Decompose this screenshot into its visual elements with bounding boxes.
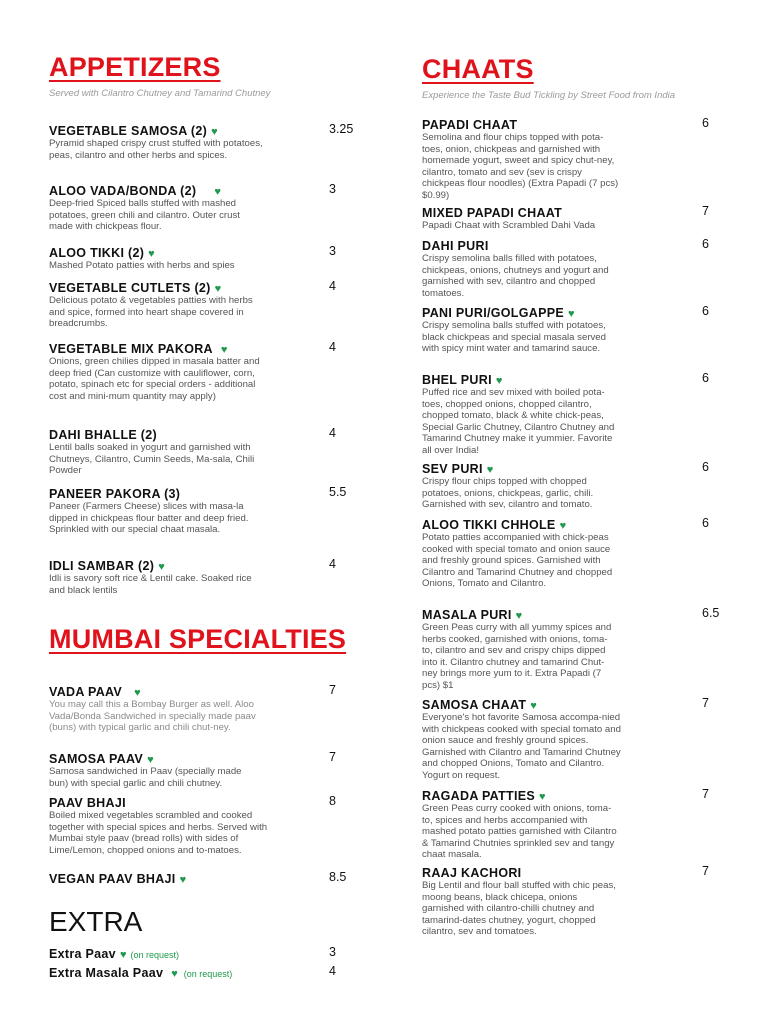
item-name: Extra Masala Paav	[49, 966, 164, 980]
item-name: PANEER PAKORA (3)	[49, 487, 181, 501]
item-description: Mashed Potato patties with herbs and spies	[49, 260, 235, 271]
chaats-heading: CHAATS	[422, 54, 534, 84]
heart-icon: ♥	[171, 968, 178, 980]
item-price: 7	[702, 787, 709, 801]
item-name: VEGETABLE CUTLETS (2)	[49, 281, 211, 295]
menu-item	[422, 606, 720, 692]
item-name: VEGETABLE SAMOSA (2)	[49, 124, 208, 138]
menu-item	[49, 426, 336, 477]
item-name: BHEL PURI	[422, 373, 492, 387]
item-name: SAMOSA PAAV	[49, 752, 144, 766]
item-name: ALOO VADA/BONDA (2)	[49, 184, 197, 198]
menu-item	[422, 516, 709, 590]
item-description: You may call this a Bombay Burger as well. Aloo Vada/Bonda Sandwiched in specially made paav (buns) with typical garlic and chili chut-ney.	[49, 699, 256, 734]
menu-item	[422, 696, 709, 782]
menu-item	[422, 116, 709, 202]
item-price: 6	[702, 116, 709, 130]
menu-item	[49, 182, 336, 233]
item-note: (on request)	[130, 950, 179, 960]
item-description: Deep-fried Spiced balls stuffed with mashed potatoes, green chili and cilantro. Outer crust made with chickpeas flour.	[49, 198, 240, 233]
extra-heading: EXTRA	[49, 906, 143, 937]
heart-icon: ♥	[147, 754, 154, 766]
appetizers-heading: APPETIZERS	[49, 52, 221, 82]
item-description: Crispy flour chips topped with chopped potatoes, onions, chickpeas, garlic, chili. Garnished with sev, cilantro and tomato.	[422, 476, 594, 511]
item-name: MASALA PURI	[422, 608, 512, 622]
item-price: 6	[702, 371, 709, 385]
heart-icon: ♥	[559, 520, 567, 532]
menu-item	[49, 964, 336, 980]
item-description: Boiled mixed vegetables scrambled and cooked together with special spices and herbs. Served with Mumbai style paav (bread rolls) with sides of Lime/Lemon, chopped onions and to-matoes.	[49, 810, 268, 856]
menu-item	[49, 485, 347, 536]
item-price: 5.5	[329, 485, 347, 499]
item-note: (on request)	[183, 969, 233, 979]
item-price: 4	[329, 964, 336, 978]
heart-icon: ♥	[211, 126, 218, 138]
menu-item	[49, 683, 336, 734]
item-price: 6	[702, 237, 709, 251]
menu-item	[49, 244, 336, 272]
item-description: Crispy semolina balls stuffed with potatoes, black chickpeas and special masala served with spicy mint water and tamarind sauce.	[422, 320, 606, 355]
menu-item	[422, 371, 709, 457]
item-description: Pyramid shaped crispy crust stuffed with potatoes, peas, cilantro and other herbs and spices.	[49, 138, 263, 161]
heart-icon: ♥	[568, 308, 575, 320]
item-description: Samosa sandwiched in Paav (specially made bun) with special garlic and chili chutney.	[49, 766, 242, 789]
item-price: 7	[702, 204, 709, 218]
item-description: Big Lentil and flour ball stuffed with chic peas, moong beans, black chicepa, onions garnished with cilantro-chilli chutney and tamarind-dates chutney, yogurt, chopped cilantro, sev and tomatoes.	[422, 880, 616, 938]
item-description: Papadi Chaat with Scrambled Dahi Vada	[422, 220, 596, 231]
item-description: Green Peas curry with all yummy spices and herbs cooked, garnished with onions, toma-to, cilantro and sev and crispy chips dipped into it. Cilantro chutney and tamarind Chut-ney brings more yum to it. Extra Papadi (7 pcs) $1	[422, 622, 612, 691]
item-name: DAHI PURI	[422, 239, 489, 253]
item-description: Lentil balls soaked in yogurt and garnished with Chutneys, Cilantro, Cumin Seeds, Ma-sala, Chili Powder	[49, 442, 255, 477]
menu-item	[49, 794, 336, 856]
item-price: 4	[329, 426, 336, 440]
menu-item	[49, 340, 336, 402]
menu-item	[422, 460, 709, 511]
item-price: 7	[329, 750, 336, 764]
heart-icon: ♥	[495, 375, 503, 387]
item-name: SAMOSA CHAAT	[422, 698, 527, 712]
item-price: 4	[329, 279, 336, 293]
item-price: 4	[329, 557, 336, 571]
heart-icon: ♥	[486, 464, 494, 476]
item-price: 3	[329, 244, 336, 258]
item-description: Crispy semolina balls filled with potatoes, chickpeas, onions, chutneys and yogurt and garnished with sev, cilantro and chopped tomatoes.	[422, 253, 609, 299]
heart-icon: ♥	[119, 949, 127, 961]
item-name: ALOO TIKKI (2)	[49, 246, 145, 260]
menu-item	[49, 750, 336, 789]
menu-item	[49, 870, 347, 886]
chaats-subtitle: Experience the Taste Bud Tickling by Street Food from India	[422, 90, 676, 101]
item-name: PAAV BHAJI	[49, 796, 126, 810]
item-name: RAGADA PATTIES	[422, 789, 535, 803]
item-price: 4	[329, 340, 336, 354]
item-description: Delicious potato & vegetables patties with herbs and spice, formed into heart shape covered in breadcrumbs.	[49, 295, 253, 330]
item-price: 6	[702, 460, 709, 474]
heart-icon: ♥	[220, 344, 228, 356]
item-price: 8	[329, 794, 336, 808]
item-description: Idli is savory soft rice & Lentil cake. Soaked rice and black lentils	[49, 573, 252, 596]
heart-icon: ♥	[214, 283, 222, 295]
item-name: VADA PAAV	[49, 685, 123, 699]
item-name: ALOO TIKKI CHHOLE	[422, 518, 556, 532]
heart-icon: ♥	[158, 561, 165, 573]
heart-icon: ♥	[179, 874, 187, 886]
item-name: SEV PURI	[422, 462, 483, 476]
heart-icon: ♥	[530, 700, 537, 712]
item-price: 7	[702, 864, 709, 878]
item-price: 7	[329, 683, 336, 697]
menu-item	[422, 237, 709, 299]
menu-item	[422, 864, 709, 938]
item-price: 8.5	[329, 870, 347, 884]
item-description: Everyone's hot favorite Samosa accompa-nied with chickpeas cooked with special tomato and onion sauce and freshly ground spices. Garnished with Cilantro and Tamarind Chutney and chopped Onions, Tomato and Cilantro. Yogurt on request.	[422, 712, 621, 781]
item-name: IDLI SAMBAR (2)	[49, 559, 155, 573]
item-name: VEGETABLE MIX PAKORA	[49, 342, 213, 356]
menu-item	[49, 279, 336, 330]
menu-item	[49, 122, 354, 161]
item-price: 6	[702, 516, 709, 530]
item-price: 3	[329, 182, 336, 196]
item-name: RAAJ KACHORI	[422, 866, 522, 880]
item-name: PAPADI CHAAT	[422, 118, 518, 132]
item-description: Paneer (Farmers Cheese) slices with masa-la dipped in chickpeas flour batter and deep fried. Sprinkled with our special chaat masala.	[49, 501, 249, 536]
item-price: 6.5	[702, 606, 720, 620]
item-description: Potato patties accompanied with chick-peas cooked with special tomato and onion sauce and freshly ground spices. Garnished with Cilantro and Tamarind Chutney and chopped Onions, Tomato and Cilantro.	[422, 532, 613, 590]
item-description: Green Peas curry cooked with onions, toma-to, spices and herbs accompanied with mashed potato patties garnished with Cilantro & Tamarind Chutnies sprinkled sev and tangy chaat masala.	[422, 803, 617, 861]
heart-icon: ♥	[539, 791, 546, 803]
heart-icon: ♥	[515, 610, 523, 622]
menu-item	[422, 304, 709, 355]
item-price: 3	[329, 945, 336, 959]
menu-item	[49, 945, 336, 961]
item-name: MIXED PAPADI CHAAT	[422, 206, 563, 220]
menu-item	[422, 787, 709, 861]
menu-item	[422, 204, 709, 232]
item-price: 3.25	[329, 122, 354, 136]
appetizers-subtitle: Served with Cilantro Chutney and Tamarind Chutney	[49, 88, 271, 99]
item-description: Puffed rice and sev mixed with boiled pota-toes, chopped onions, chopped cilantro, chopped tomato, black & white chick-peas, Special Garlic Chutney, Cilantro Chutney and Tamarind Chutney make it yummier. Favorite all over India!	[422, 387, 615, 456]
heart-icon: ♥	[214, 186, 221, 198]
item-name: Extra Paav	[49, 947, 116, 961]
item-name: VEGAN PAAV BHAJI	[49, 872, 176, 886]
heart-icon: ♥	[148, 248, 155, 260]
mumbai-specialties-heading: MUMBAI SPECIALTIES	[49, 624, 347, 654]
item-price: 7	[702, 696, 709, 710]
item-description: Semolina and flour chips topped with pota-toes, onion, chickpeas and garnished with homemade yogurt, sweet and spicy chut-ney, cilantro, tomato and sev (sev is crispy chickpeas flour noodles) (Extra Papadi (7 pcs) $0.99)	[422, 132, 619, 201]
item-name: DAHI BHALLE (2)	[49, 428, 157, 442]
item-price: 6	[702, 304, 709, 318]
menu-item	[49, 557, 336, 596]
heart-icon: ♥	[134, 687, 141, 699]
item-name: PANI PURI/GOLGAPPE	[422, 306, 564, 320]
item-description: Onions, green chilies dipped in masala batter and deep fried (Can customize with cauliflower, corn, potato, spinach etc for special orders - additional cost and mini-mum quantity may apply)	[49, 356, 260, 402]
